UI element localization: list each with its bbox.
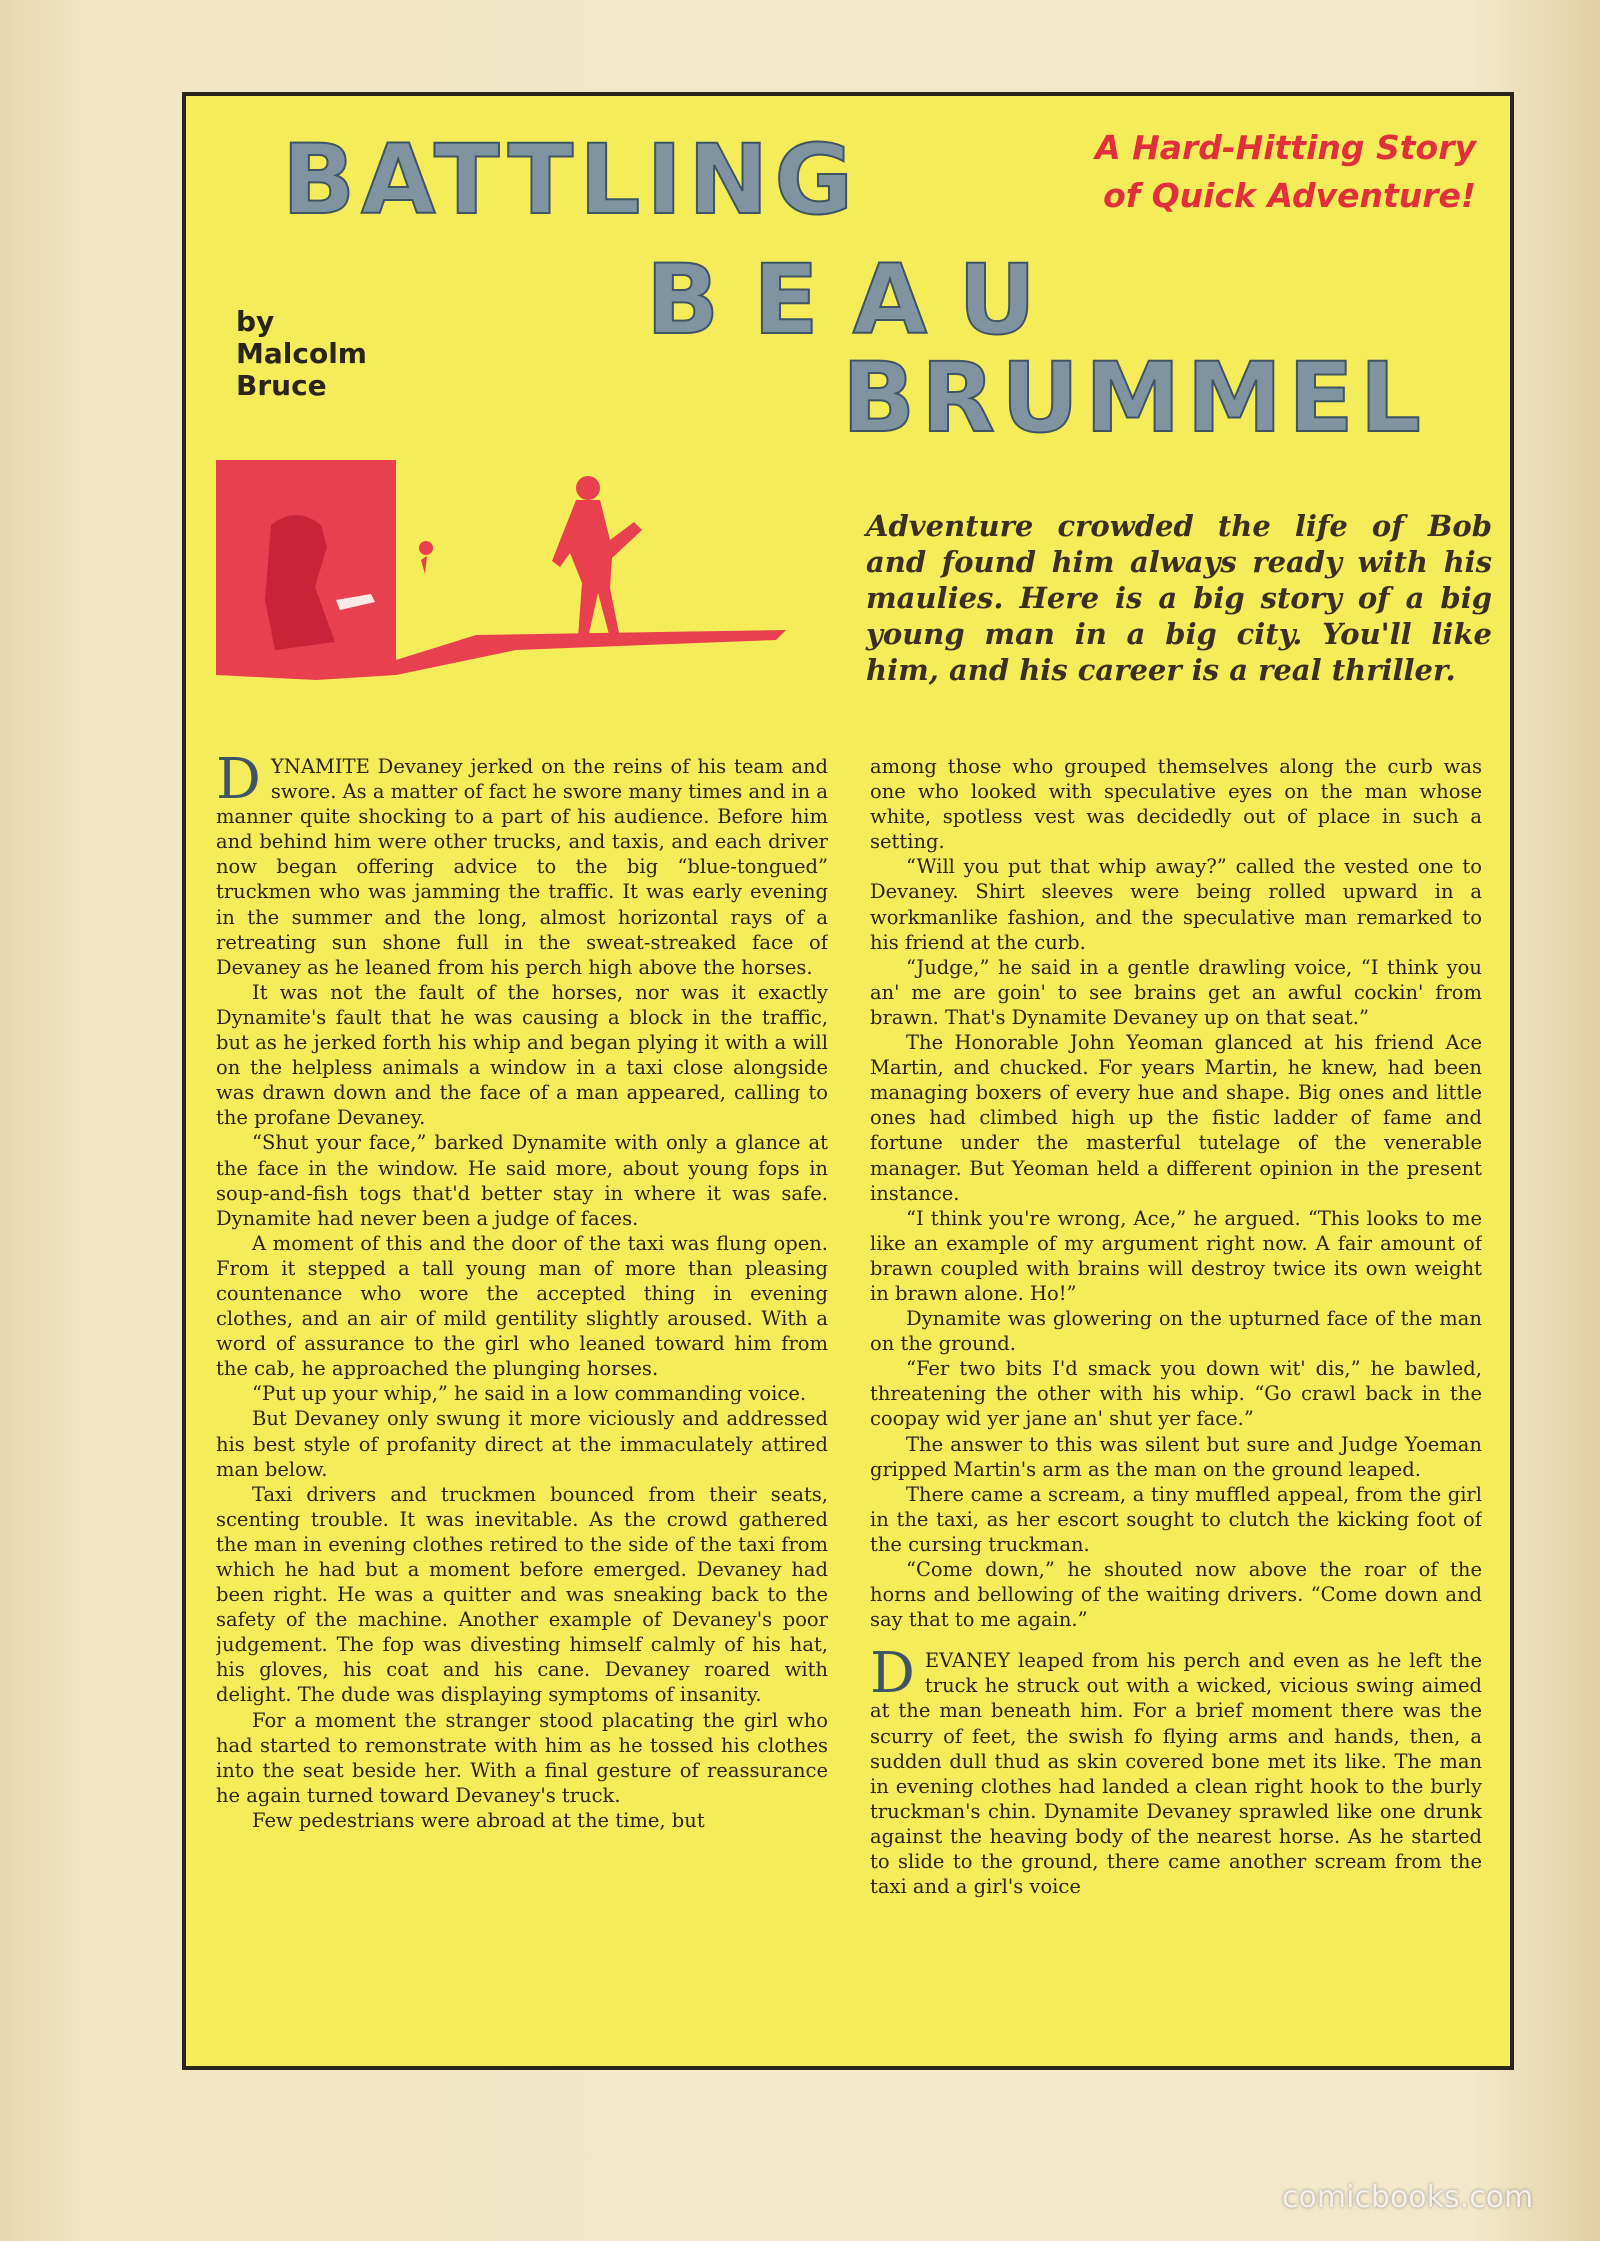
paragraph: “Will you put that whip away?” called the vested one to Devaney. Shirt sleeves were being rolled upward in a workmanlike fashion, and the speculative man remarked to his friend at the curb. [870, 855, 1482, 954]
author-byline [236, 306, 367, 402]
paragraph [216, 754, 828, 980]
title-line-3: BRUMMEL [842, 342, 1427, 454]
author-first-name: Malcolm [236, 337, 367, 370]
paragraph: “Fer two bits I'd smack you down wit' dis,” he bawled, threatening the other with his whip. “Go crawl back in the coopay wid yer jane an' shut yer face.” [870, 1357, 1482, 1431]
tagline: A Hard-Hitting Story of Quick Adventure! [1095, 128, 1476, 215]
author-by: by [236, 305, 275, 338]
story-blurb: Adventure crowded the life of Bob and found him always ready with his maulies. Here is a big story of a big young man in a big city. You'll like him, and his career is a real thriller. [866, 509, 1492, 687]
paragraph [870, 1641, 1482, 1899]
paragraph: But Devaney only swung it more viciously and addressed his best style of profanity direct at the immaculately attired man below. [216, 1407, 828, 1481]
paragraph: “Come down,” he shouted now above the roar of the horns and bellowing of the waiting drivers. “Come down and say that to me again.” [870, 1558, 1482, 1632]
paragraph: There came a scream, a tiny muffled appeal, from the girl in the taxi, as her escort sought to clutch the kicking foot of the cursing truckman. [870, 1482, 1482, 1556]
paragraph: “Put up your whip,” he said in a low commanding voice. [252, 1382, 807, 1406]
paragraph-text: EVANEY leaped from his perch and even as he left the truck he struck out with a wicked, vicious swing aimed at the man beneath him. For a brief moment there was the scurry of feet, the swish fo flying arms and hands, then, a sudden dull thud as skin covered bone met its like. The man in evening clothes had landed a clean right hook to the burly truckman's chin. Dynamite Devaney sprawled like one drunk against the heaving body of the nearest horse. As he started to slide to the ground, there came another scream from the taxi and a girl's voice [870, 1649, 1482, 1899]
paragraph: “Shut your face,” barked Dynamite with only a glance at the face in the window. He said more, about young fops in soup-and-fish togs that'd better stay in where it was safe. Dynamite had never been a judge of faces. [216, 1131, 828, 1230]
paragraph: Taxi drivers and truckmen bounced from their seats, scenting trouble. It was inevitable. As the crowd gathered the man in evening clothes retired to the side of the taxi from which he had but a moment before emerged. Devaney had been right. He was a quitter and was sneaking back to the safety of the machine. Another example of Devaney's poor judgement. The fop was divesting himself calmly of his hat, his gloves, his coat and his cane. Devaney roared with delight. The dude was displaying symptoms of insanity. [216, 1482, 828, 1707]
boxer-illustration-icon [216, 460, 786, 710]
title-line-2: BEAU [646, 244, 1071, 356]
story-column-right [870, 754, 1482, 2004]
paragraph-text: YNAMITE Devaney jerked on the reins of his team and swore. As a matter of fact he swore many times and in a manner quite shocking to a part of his audience. Before him and behind him were other trucks, and taxis, and each driver now began offering advice to the big “blue-tongued” truckmen who was jamming the traffic. It was early evening in the summer and the long, almost horizontal rays of a retreating sun shone full in the sweat-streaked face of Devaney as he leaned from his perch high above the horses. [216, 755, 828, 979]
paragraph: The answer to this was silent but sure and Judge Yoeman gripped Martin's arm as the man on the ground leaped. [870, 1432, 1482, 1481]
title-line-1: BATTLING [282, 124, 860, 236]
paragraph: A moment of this and the door of the taxi was flung open. From it stepped a tall young man of more than pleasing countenance who wore the accepted thing in evening clothes, and an air of mild gentility slightly aroused. With a word of assurance to the girl who leaned toward him from the cab, he approached the plunging horses. [216, 1231, 828, 1381]
drop-cap: D [216, 754, 261, 812]
paragraph: “Judge,” he said in a gentle drawling voice, “I think you an' me are goin' to see brains get an awful cockin' from brawn. That's Dynamite Devaney up on that seat.” [870, 955, 1482, 1029]
author-last-name: Bruce [236, 369, 327, 402]
story-column-left [216, 754, 828, 2004]
paragraph: It was not the fault of the horses, nor was it exactly Dynamite's fault that he was causing a block in the traffic, but as he jerked forth his whip and began plying it with a will on the helpless animals a window in a taxi close alongside was drawn down and the face of a man appeared, calling to the profane Devaney. [216, 980, 828, 1130]
site-watermark: comicbooks.com [1282, 2180, 1534, 2215]
paragraph: among those who grouped themselves along the curb was one who looked with speculative eyes on the man whose white, spotless vest was decidedly out of place in such a setting. [870, 755, 1482, 854]
drop-cap: D [870, 1641, 915, 1707]
paragraph: Few pedestrians were abroad at the time, but [252, 1808, 705, 1832]
paragraph: “I think you're wrong, Ace,” he argued. “This looks to me like an example of my argument right now. A fair amount of brawn coupled with brains will destroy twice its own weight in brawn alone. Ho!” [870, 1206, 1482, 1305]
paragraph: Dynamite was glowering on the upturned face of the man on the ground. [870, 1307, 1482, 1356]
paragraph: The Honorable John Yeoman glanced at his friend Ace Martin, and chucked. For years Martin, he knew, had been managing boxers of every hue and shape. Big ones and little ones had climbed high up the fistic ladder of fame and fortune under the masterful tutelage of the venerable manager. But Yeoman held a different opinion in the present instance. [870, 1031, 1482, 1205]
paragraph: For a moment the stranger stood placating the girl who had started to remonstrate with him as he tossed his clothes into the seat beside her. With a final gesture of reassurance he again turned toward Devaney's truck. [216, 1708, 828, 1807]
story-page-panel [182, 92, 1514, 2070]
